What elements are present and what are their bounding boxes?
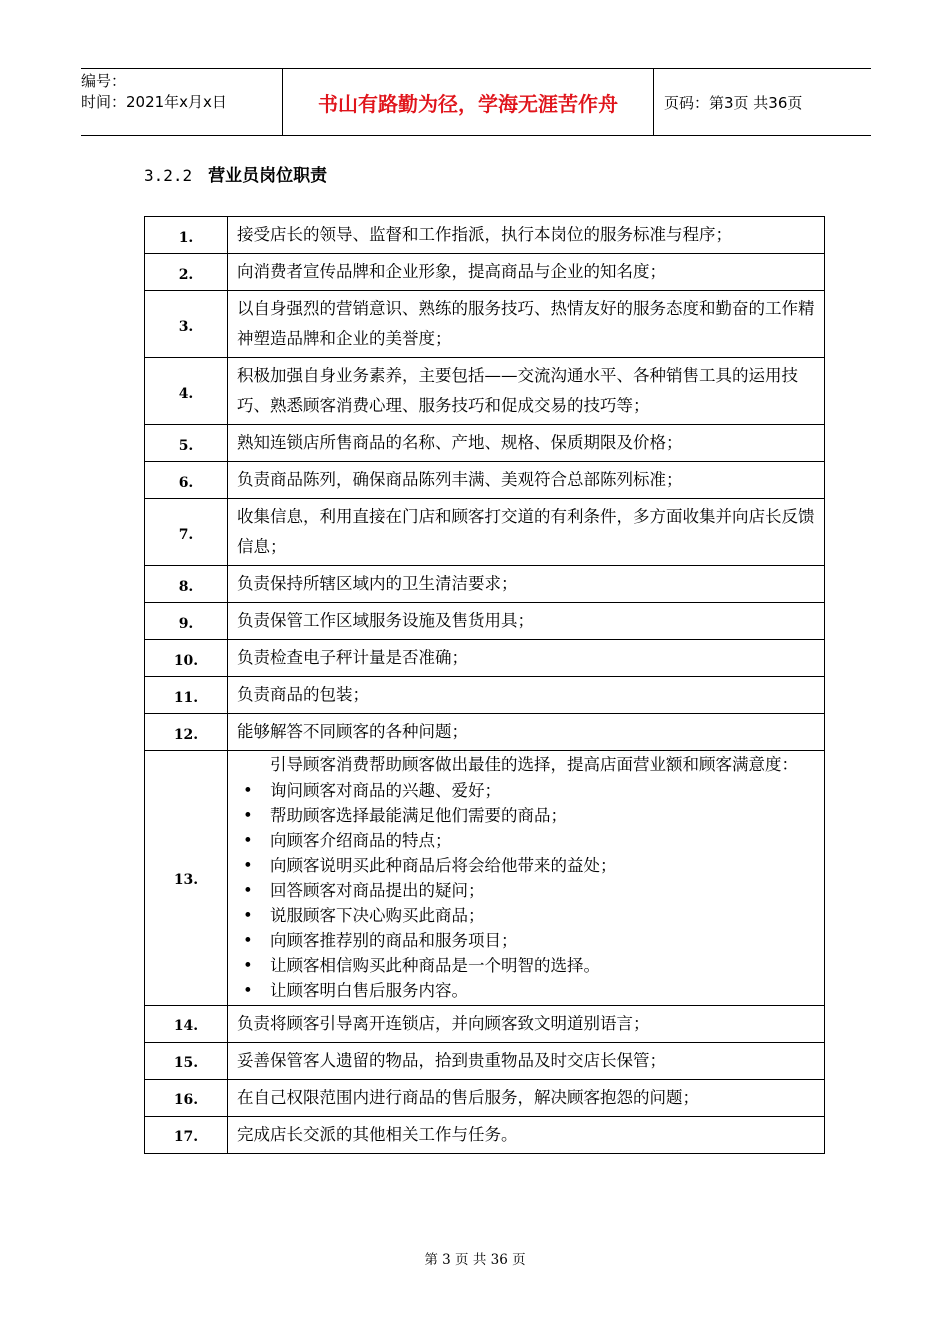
bullet-icon: • — [243, 830, 253, 850]
bullet-icon: • — [243, 805, 253, 825]
duty-cell — [228, 425, 825, 462]
table-row — [145, 1042, 825, 1079]
table-row — [145, 462, 825, 499]
duty-text: 负责商品陈列，确保商品陈列丰满、美观符合总部陈列标准； — [237, 470, 683, 489]
duty-text: 积极加强自身业务素养，主要包括——交流沟通水平、各种销售工具的运用技巧、熟悉顾客消费心理、服务技巧和促成交易的技巧等； — [237, 366, 798, 415]
table-row — [145, 640, 825, 677]
duty-text: 妥善保管客人遗留的物品，拾到贵重物品及时交店长保管； — [237, 1050, 666, 1070]
row-number: 2. — [145, 254, 228, 291]
list-item — [237, 853, 816, 878]
duty-text: 负责保持所辖区域内的卫生清洁要求； — [237, 574, 518, 593]
list-item — [237, 778, 816, 803]
list-item — [237, 828, 816, 853]
bullet-text: 回答顾客对商品提出的疑问； — [270, 880, 485, 900]
row-number: 10. — [145, 640, 228, 677]
duty-cell — [228, 566, 825, 603]
bullet-text: 向顾客说明买此种商品后将会给他带来的益处； — [270, 855, 617, 875]
table-row — [145, 714, 825, 751]
bullet-icon: • — [243, 780, 253, 800]
duty-cell — [228, 677, 825, 714]
bullet-text: 帮助顾客选择最能满足他们需要的商品； — [270, 805, 567, 825]
duty-cell — [228, 217, 825, 254]
duty-cell — [228, 603, 825, 640]
duty-cell — [228, 499, 825, 566]
duty-text: 引导顾客消费帮助顾客做出最佳的选择，提高店面营业额和顾客满意度： — [270, 755, 798, 774]
bullet-icon: • — [243, 880, 253, 900]
duty-cell — [228, 462, 825, 499]
row-number: 12. — [145, 714, 228, 751]
row-number: 7. — [145, 499, 228, 566]
row-number: 14. — [145, 1005, 228, 1042]
header-page-label: 页码：第3页 共36页 — [664, 93, 803, 112]
page-footer: 第 3 页 共 36 页 — [424, 1252, 526, 1268]
bullet-list — [237, 778, 816, 1003]
table-row — [145, 217, 825, 254]
bullet-text: 向顾客介绍商品的特点； — [270, 830, 452, 850]
row-number: 9. — [145, 603, 228, 640]
bullet-icon: • — [243, 930, 253, 950]
list-item — [237, 903, 816, 928]
table-row — [145, 1079, 825, 1116]
bullet-text: 让顾客相信购买此种商品是一个明智的选择。 — [270, 955, 600, 975]
duty-text: 能够解答不同顾客的各种问题； — [237, 722, 468, 741]
duty-cell — [228, 358, 825, 425]
page-header — [81, 68, 871, 136]
duty-text: 向消费者宣传品牌和企业形象，提高商品与企业的知名度； — [237, 262, 666, 281]
bullet-icon: • — [243, 980, 253, 1000]
table-row — [145, 677, 825, 714]
row-number: 16. — [145, 1079, 228, 1116]
bullet-icon: • — [243, 855, 253, 875]
bullet-text: 询问顾客对商品的兴趣、爱好； — [270, 780, 501, 800]
table-row — [145, 566, 825, 603]
header-motto: 书山有路勤为径，学海无涯苦作舟 — [282, 69, 654, 135]
row-number: 13. — [145, 751, 228, 1006]
duty-text: 负责保管工作区域服务设施及售货用具； — [237, 611, 534, 630]
bullet-text: 让顾客明白售后服务内容。 — [270, 980, 468, 1000]
row-number: 6. — [145, 462, 228, 499]
row-number: 17. — [145, 1116, 228, 1153]
list-item — [237, 978, 816, 1003]
duty-text: 以自身强烈的营销意识、熟练的服务技巧、热情友好的服务态度和勤奋的工作精神塑造品牌和企业的美誉度； — [237, 299, 815, 348]
row-number: 8. — [145, 566, 228, 603]
duty-cell — [228, 254, 825, 291]
duty-cell — [228, 1079, 825, 1116]
section-heading — [144, 161, 327, 186]
duty-text: 负责将顾客引导离开连锁店，并向顾客致文明道别语言； — [237, 1013, 650, 1033]
table-row — [145, 425, 825, 462]
list-item — [237, 928, 816, 953]
duty-text: 完成店长交派的其他相关工作与任务。 — [237, 1124, 518, 1144]
list-item — [237, 803, 816, 828]
section-title: 营业员岗位职责 — [208, 166, 328, 186]
duty-cell — [228, 714, 825, 751]
duty-text: 在自己权限范围内进行商品的售后服务，解决顾客抱怨的问题； — [237, 1087, 699, 1107]
list-item — [237, 953, 816, 978]
duty-text: 负责商品的包装； — [237, 685, 369, 704]
duty-text: 熟知连锁店所售商品的名称、产地、规格、保质期限及价格； — [237, 433, 683, 452]
duty-cell — [228, 1005, 825, 1042]
duty-text: 负责检查电子秤计量是否准确； — [237, 648, 468, 667]
header-info — [81, 69, 282, 135]
bullet-icon: • — [243, 905, 253, 925]
list-item — [237, 878, 816, 903]
duties-table — [144, 216, 825, 1154]
duty-cell — [228, 1042, 825, 1079]
bullet-text: 说服顾客下决心购买此商品； — [270, 905, 485, 925]
row-number: 5. — [145, 425, 228, 462]
time-label: 时间：2021年x月x日 — [81, 93, 227, 111]
duty-cell — [228, 751, 825, 1006]
bullet-icon: • — [243, 955, 253, 975]
table-row — [145, 291, 825, 358]
duty-text: 收集信息，利用直接在门店和顾客打交道的有利条件，多方面收集并向店长反馈信息； — [237, 507, 815, 556]
table-row — [145, 358, 825, 425]
duties-table-body — [145, 217, 825, 1154]
table-row — [145, 254, 825, 291]
bullet-text: 向顾客推荐别的商品和服务项目； — [270, 930, 518, 950]
section-number: 3.2.2 — [144, 166, 193, 185]
duty-text: 接受店长的领导、监督和工作指派，执行本岗位的服务标准与程序； — [237, 225, 732, 244]
row-number: 4. — [145, 358, 228, 425]
duty-cell — [228, 291, 825, 358]
row-number: 15. — [145, 1042, 228, 1079]
duty-cell — [228, 640, 825, 677]
table-row — [145, 1116, 825, 1153]
row-number: 3. — [145, 291, 228, 358]
row-number: 1. — [145, 217, 228, 254]
table-row — [145, 1005, 825, 1042]
table-row — [145, 499, 825, 566]
table-row — [145, 751, 825, 1006]
table-row — [145, 603, 825, 640]
code-label: 编号： — [81, 72, 127, 90]
duty-cell — [228, 1116, 825, 1153]
row-number: 11. — [145, 677, 228, 714]
